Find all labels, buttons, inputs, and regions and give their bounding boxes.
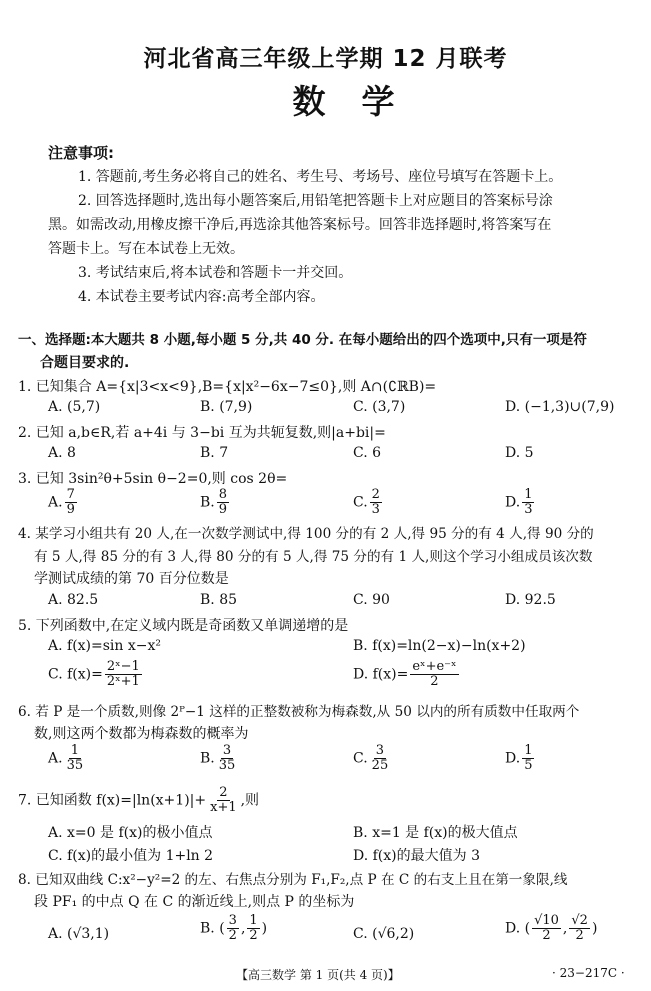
notice-heading: 注意事项: (48, 144, 114, 162)
page-footer: 【高三数学 第 1 页(共 4 页)】 (236, 968, 400, 982)
q7-option-c: C. f(x)的最小值为 1+ln 2 (48, 848, 214, 864)
question-2-stem: 2. 已知 a,b∈R,若 a+4i 与 3−bi 互为共轭复数,则|a+bi|= (18, 425, 386, 441)
exam-code: · 23−217C · (552, 966, 625, 980)
q5-option-b: B. f(x)=ln(2−x)−ln(x+2) (353, 638, 526, 654)
question-4-stem-2: 有 5 人,得 85 分的有 3 人,得 80 分的有 5 人,得 75 分的有 1 人,则这个学习小组成员该次数 (34, 549, 593, 565)
q1-option-a: A. (5,7) (48, 399, 101, 415)
q5-option-a: A. f(x)=sin x−x² (48, 638, 162, 654)
section-heading: 一、选择题:本大题共 8 小题,每小题 5 分,共 40 分. 在每小题给出的四个选项中,只有一项是符 (18, 332, 587, 348)
question-6-stem-1: 6. 若 P 是一个质数,则像 2ᴾ−1 这样的正整数被称为梅森数,从 50 以内的所有质数中任取两个 (18, 704, 580, 720)
q3-option-a: A. $\frac{7}{9}$ (48, 487, 75, 517)
question-5-stem: 5. 下列函数中,在定义域内既是奇函数又单调递增的是 (18, 618, 349, 634)
q4-option-d: D. 92.5 (505, 592, 556, 608)
q2-option-d: D. 5 (505, 445, 534, 461)
q1-option-c: C. (3,7) (353, 399, 406, 415)
notice-line-2: 2. 回答选择题时,选出每小题答案后,用铅笔把答题卡上对应题目的答案标号涂 (78, 193, 553, 209)
q3-option-d: D. $\frac{1}{3}$ (505, 487, 533, 517)
notice-line-1: 1. 答题前,考生务必将自己的姓名、考生号、考场号、座位号填写在答题卡上。 (78, 169, 563, 185)
q5-option-c: C. f(x)= $\frac{\text{2ˣ−1}}{\text{2ˣ+1}}$ (48, 659, 140, 689)
question-4-stem-1: 4. 某学习小组共有 20 人,在一次数学测试中,得 100 分的有 2 人,得 95 分的有 4 人,得 90 分的 (18, 526, 594, 542)
q7-option-d: D. f(x)的最大值为 3 (353, 848, 480, 864)
q3-option-b: B. $\frac{8}{9}$ (200, 487, 228, 517)
q3-option-c: C. $\frac{2}{3}$ (353, 487, 380, 517)
q1-option-d: D. (−1,3)∪(7,9) (505, 399, 615, 415)
q8-option-d: D. ( $\frac{√10}{2}$ , $\frac{√2}{2}$ ) (505, 913, 598, 943)
q2-option-c: C. 6 (353, 445, 382, 461)
q4-option-c: C. 90 (353, 592, 390, 608)
q4-option-a: A. 82.5 (48, 592, 99, 608)
notice-line-4: 答题卡上。写在本试卷上无效。 (48, 241, 244, 257)
q7-option-b: B. x=1 是 f(x)的极大值点 (353, 825, 518, 841)
question-3-stem: 3. 已知 3sin²θ+5sin θ−2=0,则 cos 2θ= (18, 471, 288, 487)
notice-line-6: 4. 本试卷主要考试内容:高考全部内容。 (78, 289, 325, 305)
subject-title: 数学 (292, 82, 431, 121)
q6-option-b: B. $\frac{3}{35}$ (200, 743, 236, 773)
section-heading-cont: 合题目要求的. (40, 355, 130, 371)
q1-option-b: B. (7,9) (200, 399, 253, 415)
question-8-stem-1: 8. 已知双曲线 C:x²−y²=2 的左、右焦点分别为 F₁,F₂,点 P 在 C 的右支上且在第一象限,线 (18, 872, 568, 888)
question-8-stem-2: 段 PF₁ 的中点 Q 在 C 的渐近线上,则点 P 的坐标为 (34, 894, 355, 910)
q5-option-d: D. f(x)= $\frac{\text{eˣ+e⁻ˣ}}{2}$ (353, 659, 457, 689)
q8-option-b: B. ( $\frac{3}{2}$ , $\frac{1}{2}$ ) (200, 913, 268, 943)
q8-option-c: C. (√6,2) (353, 926, 415, 942)
q6-option-c: C. $\frac{3}{25}$ (353, 743, 389, 773)
question-7-stem: 7. 已知函数 f(x)=|ln(x+1)|+ $\frac{2}{x+1}$ ,则 (18, 785, 260, 815)
notice-line-5: 3. 考试结束后,将本试卷和答题卡一并交回。 (78, 265, 353, 281)
question-4-stem-3: 学测试成绩的第 70 百分位数是 (34, 571, 229, 587)
q2-option-b: B. 7 (200, 445, 229, 461)
notice-line-3: 黑。如需改动,用橡皮擦干净后,再选涂其他答案标号。回答非选择题时,将答案写在 (48, 217, 552, 233)
q7-option-a: A. x=0 是 f(x)的极小值点 (48, 825, 213, 841)
exam-title: 河北省高三年级上学期 12 月联考 (143, 46, 508, 72)
q6-option-d: D. $\frac{1}{5}$ (505, 743, 533, 773)
q2-option-a: A. 8 (48, 445, 76, 461)
question-1-stem: 1. 已知集合 A={x|3<x<9},B={x|x²−6x−7≤0},则 A∩(∁ℝB)= (18, 379, 437, 395)
q8-option-a: A. (√3,1) (48, 926, 110, 942)
q6-option-a: A. $\frac{1}{35}$ (48, 743, 84, 773)
question-6-stem-2: 数,则这两个数都为梅森数的概率为 (34, 726, 249, 742)
q4-option-b: B. 85 (200, 592, 238, 608)
